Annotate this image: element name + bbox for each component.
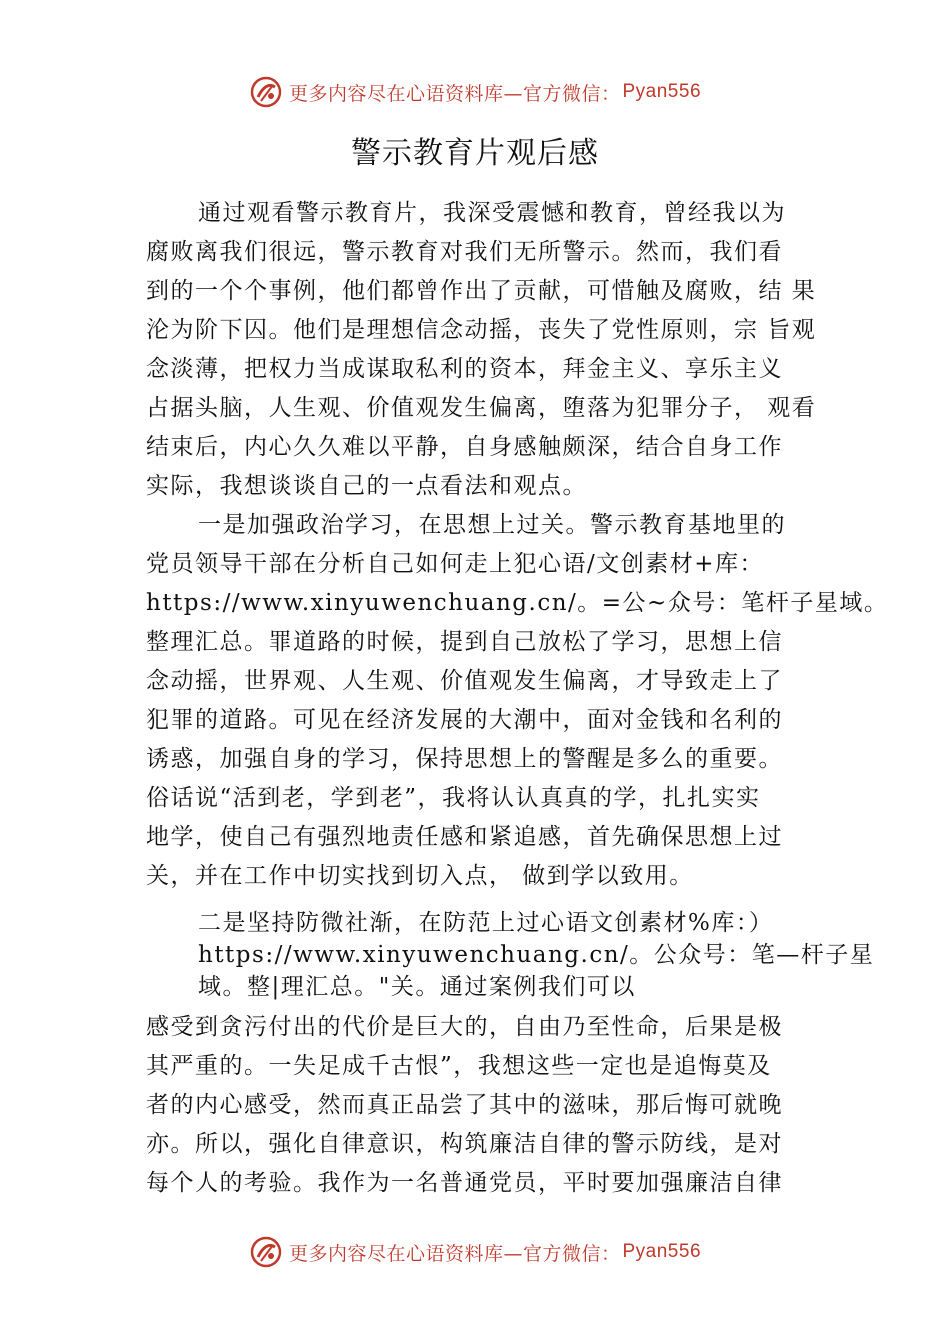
- text-line: 诱惑，加强自身的学习，保持思想上的警醒是多么的重要。: [146, 746, 783, 772]
- text-line: 念动摇，世界观、人生观、价值观发生偏离，才导致走上了: [146, 668, 783, 694]
- watermark-wechat-id: Pyan556: [622, 1241, 702, 1262]
- text-line: 党员领导干部在分析自己如何走上犯心语/文创素材+库：: [146, 551, 765, 577]
- text-line: 腐败离我们很远，警示教育对我们无所警示。然而，我们看: [146, 239, 783, 265]
- text-line: 感受到贪污付出的代价是巨大的，自由乃至性命，后果是极: [146, 1014, 783, 1040]
- text-line: 一是加强政治学习，在思想上过关。警示教育基地里的: [198, 512, 786, 538]
- text-line: https://www.xinyuwenchuang.cn/。=公~众号：笔杆子星域。: [146, 590, 889, 616]
- text-line: 地学，使自己有强烈地责任感和紧追感，首先确保思想上过: [146, 824, 783, 850]
- text-line: 域。整|理汇总。"关。通过案例我们可以: [198, 974, 636, 1000]
- text-line: https://www.xinyuwenchuang.cn/。公众号：笔—杆子星: [198, 942, 875, 968]
- footer-watermark: [0, 1232, 950, 1272]
- text-line: 沦为阶下囚。他们是理想信念动摇，丧失了党性原则，宗 旨观: [146, 317, 817, 343]
- text-line: 结束后，内心久久难以平静，自身感触颇深，结合自身工作: [146, 434, 783, 460]
- text-line: 整理汇总。罪道路的时候，提到自己放松了学习，思想上信: [146, 629, 783, 655]
- document-title: 警示教育片观后感: [351, 136, 599, 171]
- text-line: 实际，我想谈谈自己的一点看法和观点。: [146, 473, 587, 499]
- text-line: 亦。所以，强化自律意识，构筑廉洁自律的警示防线，是对: [146, 1131, 783, 1157]
- text-line: 犯罪的道路。可见在经济发展的大潮中，面对金钱和名利的: [146, 707, 783, 733]
- text-line: 通过观看警示教育片，我深受震憾和教育，曾经我以为: [198, 200, 786, 226]
- circular-seal-icon: [249, 1235, 283, 1269]
- text-line: 俗话说“活到老，学到老”，我将认认真真的学，扎扎实实: [146, 785, 761, 811]
- text-line: 占据头脑，人生观、价值观发生偏离，堕落为犯罪分子， 观看: [146, 395, 817, 421]
- watermark-wechat-id: Pyan556: [622, 81, 702, 102]
- circular-seal-icon: [249, 75, 283, 109]
- text-line: 念淡薄，把权力当成谋取私利的资本，拜金主义、享乐主义: [146, 356, 783, 382]
- text-line: 二是坚持防微社渐，在防范上过心语文创素材%库：）: [198, 910, 774, 936]
- text-line: 者的内心感受，然而真正品尝了其中的滋味，那后悔可就晚: [146, 1092, 783, 1118]
- watermark-text: 更多内容尽在心语资料库—官方微信：: [288, 1242, 621, 1265]
- text-line: 关，并在工作中切实找到切入点， 做到学以致用。: [146, 863, 694, 889]
- text-line: 其严重的。一失足成千古恨”，我想这些一定也是追悔莫及: [146, 1053, 772, 1079]
- text-line: 每个人的考验。我作为一名普通党员，平时要加强廉洁自律: [146, 1170, 783, 1196]
- watermark-text: 更多内容尽在心语资料库—官方微信：: [288, 82, 621, 105]
- text-line: 到的一个个事例，他们都曾作出了贡献，可惜触及腐败，结 果: [146, 278, 817, 304]
- header-watermark: [0, 72, 950, 112]
